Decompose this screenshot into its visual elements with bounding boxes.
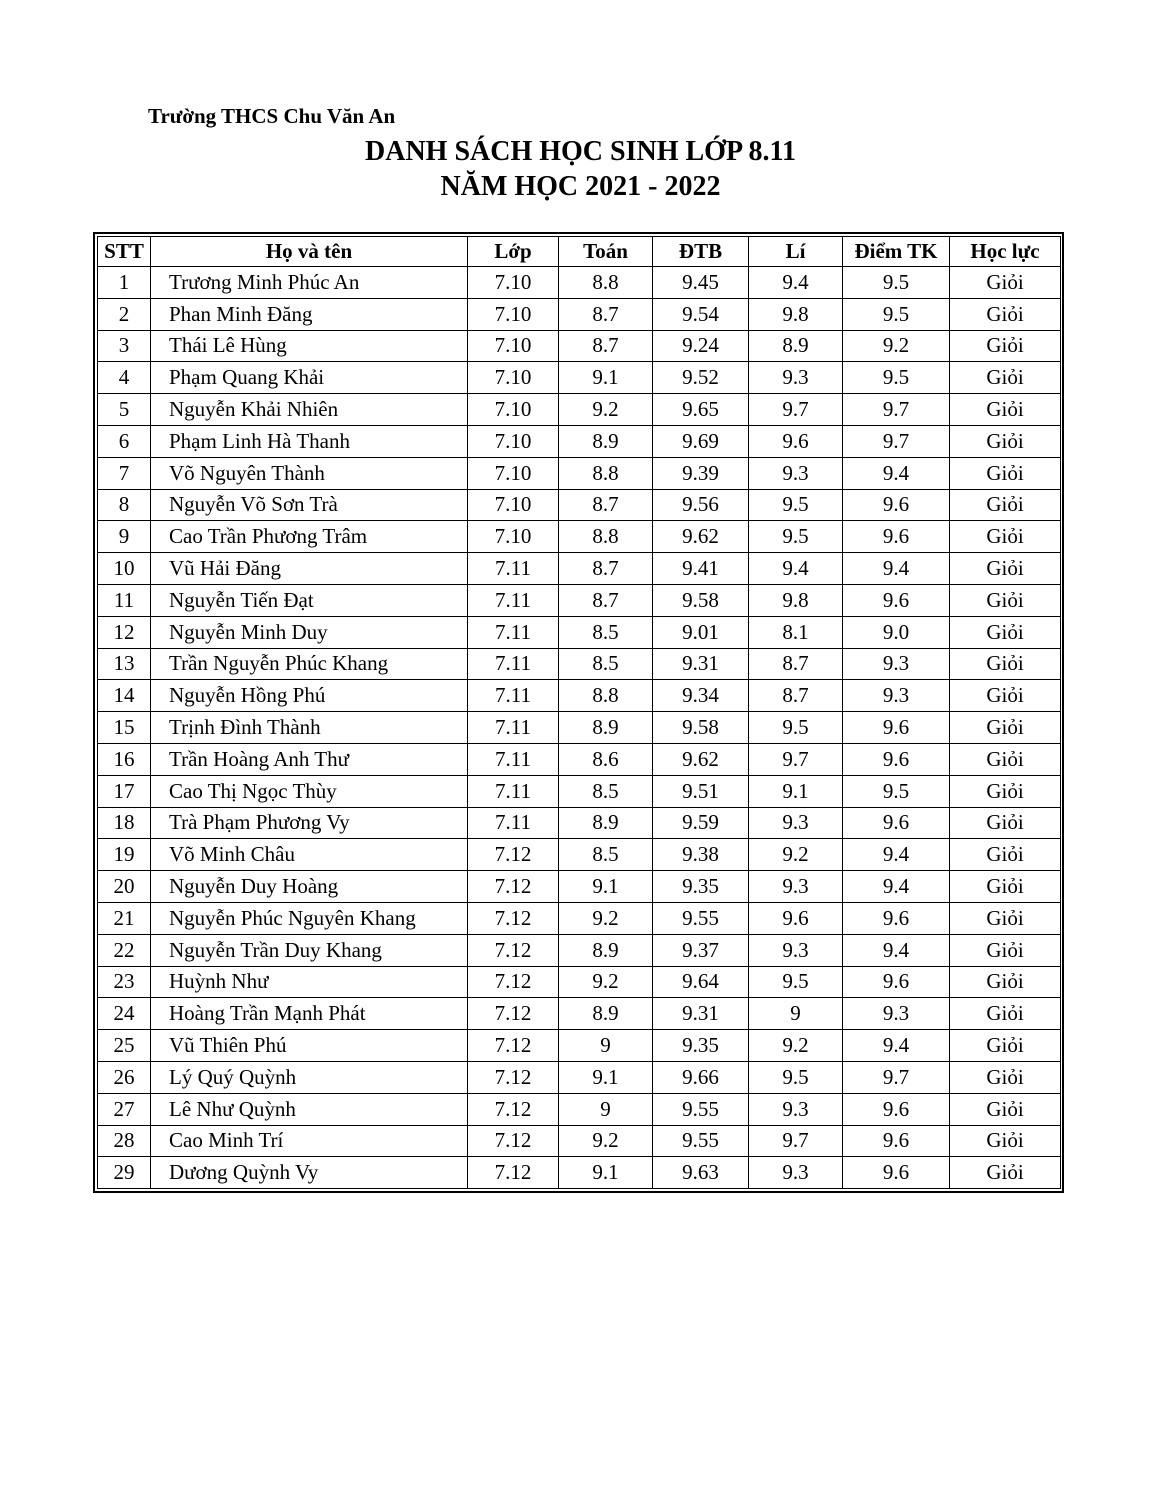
class-cell: 7.10	[468, 457, 559, 489]
table-row	[98, 394, 1061, 426]
class-cell: 7.12	[468, 966, 559, 998]
class-cell: 7.12	[468, 1061, 559, 1093]
class-cell: 7.12	[468, 902, 559, 934]
final-score-cell: 9.5	[843, 362, 950, 394]
name-cell: Trà Phạm Phương Vy	[151, 807, 468, 839]
stt-cell: 8	[98, 489, 151, 521]
physics-cell: 8.7	[749, 680, 843, 712]
class-cell: 7.10	[468, 267, 559, 299]
stt-cell: 12	[98, 616, 151, 648]
student-table-frame	[93, 232, 1064, 1193]
final-score-cell: 9.6	[843, 712, 950, 744]
math-cell: 8.8	[559, 267, 653, 299]
math-cell: 8.7	[559, 330, 653, 362]
average-cell: 9.41	[653, 553, 749, 585]
physics-cell: 9.7	[749, 394, 843, 426]
rank-cell: Giỏi	[950, 743, 1061, 775]
class-cell: 7.10	[468, 298, 559, 330]
physics-cell: 9.5	[749, 966, 843, 998]
column-header-final-score: Điểm TK	[843, 237, 950, 267]
stt-cell: 17	[98, 775, 151, 807]
math-cell: 9.2	[559, 902, 653, 934]
physics-cell: 9.4	[749, 267, 843, 299]
class-cell: 7.11	[468, 743, 559, 775]
rank-cell: Giỏi	[950, 489, 1061, 521]
rank-cell: Giỏi	[950, 616, 1061, 648]
final-score-cell: 9.6	[843, 489, 950, 521]
stt-cell: 9	[98, 521, 151, 553]
table-row	[98, 457, 1061, 489]
physics-cell: 9.5	[749, 521, 843, 553]
stt-cell: 24	[98, 998, 151, 1030]
class-cell: 7.10	[468, 330, 559, 362]
name-cell: Vũ Thiên Phú	[151, 1030, 468, 1062]
stt-cell: 25	[98, 1030, 151, 1062]
table-row	[98, 1030, 1061, 1062]
table-row	[98, 934, 1061, 966]
rank-cell: Giỏi	[950, 553, 1061, 585]
stt-cell: 22	[98, 934, 151, 966]
stt-cell: 2	[98, 298, 151, 330]
physics-cell: 9.1	[749, 775, 843, 807]
final-score-cell: 9.5	[843, 298, 950, 330]
final-score-cell: 9.2	[843, 330, 950, 362]
class-cell: 7.11	[468, 680, 559, 712]
class-cell: 7.10	[468, 362, 559, 394]
physics-cell: 9.2	[749, 1030, 843, 1062]
table-row	[98, 807, 1061, 839]
name-cell: Nguyễn Trần Duy Khang	[151, 934, 468, 966]
rank-cell: Giỏi	[950, 521, 1061, 553]
average-cell: 9.59	[653, 807, 749, 839]
name-cell: Trần Nguyễn Phúc Khang	[151, 648, 468, 680]
physics-cell: 9.2	[749, 839, 843, 871]
rank-cell: Giỏi	[950, 902, 1061, 934]
table-row	[98, 425, 1061, 457]
name-cell: Võ Nguyên Thành	[151, 457, 468, 489]
final-score-cell: 9.6	[843, 807, 950, 839]
class-cell: 7.12	[468, 871, 559, 903]
stt-cell: 6	[98, 425, 151, 457]
column-header-rank: Học lực	[950, 237, 1061, 267]
average-cell: 9.31	[653, 648, 749, 680]
name-cell: Trương Minh Phúc An	[151, 267, 468, 299]
student-table	[97, 236, 1061, 1189]
rank-cell: Giỏi	[950, 1093, 1061, 1125]
column-header-average: ĐTB	[653, 237, 749, 267]
math-cell: 9.2	[559, 394, 653, 426]
average-cell: 9.51	[653, 775, 749, 807]
average-cell: 9.55	[653, 1125, 749, 1157]
class-cell: 7.12	[468, 1030, 559, 1062]
class-cell: 7.12	[468, 1157, 559, 1189]
stt-cell: 18	[98, 807, 151, 839]
physics-cell: 9.3	[749, 1157, 843, 1189]
table-row	[98, 362, 1061, 394]
physics-cell: 9.3	[749, 934, 843, 966]
table-row	[98, 489, 1061, 521]
stt-cell: 1	[98, 267, 151, 299]
rank-cell: Giỏi	[950, 1061, 1061, 1093]
math-cell: 8.5	[559, 839, 653, 871]
table-row	[98, 648, 1061, 680]
stt-cell: 15	[98, 712, 151, 744]
table-row	[98, 521, 1061, 553]
table-header-row	[98, 237, 1061, 267]
name-cell: Nguyễn Khải Nhiên	[151, 394, 468, 426]
rank-cell: Giỏi	[950, 425, 1061, 457]
final-score-cell: 9.3	[843, 648, 950, 680]
name-cell: Nguyễn Tiến Đạt	[151, 584, 468, 616]
math-cell: 9.2	[559, 1125, 653, 1157]
math-cell: 9.2	[559, 966, 653, 998]
physics-cell: 9.6	[749, 902, 843, 934]
school-year: NĂM HỌC 2021 - 2022	[440, 171, 721, 202]
class-cell: 7.11	[468, 775, 559, 807]
average-cell: 9.62	[653, 521, 749, 553]
rank-cell: Giỏi	[950, 680, 1061, 712]
table-row	[98, 839, 1061, 871]
name-cell: Nguyễn Hồng Phú	[151, 680, 468, 712]
name-cell: Trịnh Đình Thành	[151, 712, 468, 744]
class-cell: 7.11	[468, 553, 559, 585]
stt-cell: 14	[98, 680, 151, 712]
average-cell: 9.35	[653, 1030, 749, 1062]
math-cell: 8.6	[559, 743, 653, 775]
average-cell: 9.69	[653, 425, 749, 457]
math-cell: 8.9	[559, 425, 653, 457]
class-cell: 7.11	[468, 712, 559, 744]
table-row	[98, 998, 1061, 1030]
average-cell: 9.52	[653, 362, 749, 394]
name-cell: Phạm Quang Khải	[151, 362, 468, 394]
final-score-cell: 9.7	[843, 1061, 950, 1093]
rank-cell: Giỏi	[950, 298, 1061, 330]
physics-cell: 9.7	[749, 1125, 843, 1157]
physics-cell: 9.5	[749, 1061, 843, 1093]
math-cell: 8.9	[559, 998, 653, 1030]
physics-cell: 9.8	[749, 584, 843, 616]
average-cell: 9.55	[653, 902, 749, 934]
rank-cell: Giỏi	[950, 362, 1061, 394]
class-cell: 7.12	[468, 839, 559, 871]
stt-cell: 13	[98, 648, 151, 680]
class-cell: 7.11	[468, 616, 559, 648]
school-name: Trường THCS Chu Văn An	[148, 104, 396, 128]
final-score-cell: 9.6	[843, 1125, 950, 1157]
math-cell: 8.8	[559, 457, 653, 489]
name-cell: Hoàng Trần Mạnh Phát	[151, 998, 468, 1030]
class-cell: 7.10	[468, 489, 559, 521]
physics-cell: 9.3	[749, 362, 843, 394]
name-cell: Lý Quý Quỳnh	[151, 1061, 468, 1093]
rank-cell: Giỏi	[950, 998, 1061, 1030]
final-score-cell: 9.5	[843, 775, 950, 807]
stt-cell: 4	[98, 362, 151, 394]
stt-cell: 27	[98, 1093, 151, 1125]
table-row	[98, 1157, 1061, 1189]
stt-cell: 16	[98, 743, 151, 775]
class-cell: 7.12	[468, 934, 559, 966]
physics-cell: 9.3	[749, 457, 843, 489]
stt-cell: 20	[98, 871, 151, 903]
math-cell: 8.5	[559, 775, 653, 807]
rank-cell: Giỏi	[950, 712, 1061, 744]
final-score-cell: 9.4	[843, 1030, 950, 1062]
table-row	[98, 584, 1061, 616]
average-cell: 9.58	[653, 712, 749, 744]
math-cell: 9.1	[559, 362, 653, 394]
stt-cell: 3	[98, 330, 151, 362]
name-cell: Nguyễn Minh Duy	[151, 616, 468, 648]
stt-cell: 10	[98, 553, 151, 585]
average-cell: 9.39	[653, 457, 749, 489]
class-cell: 7.11	[468, 584, 559, 616]
average-cell: 9.62	[653, 743, 749, 775]
final-score-cell: 9.6	[843, 743, 950, 775]
rank-cell: Giỏi	[950, 1125, 1061, 1157]
average-cell: 9.34	[653, 680, 749, 712]
rank-cell: Giỏi	[950, 871, 1061, 903]
stt-cell: 28	[98, 1125, 151, 1157]
stt-cell: 26	[98, 1061, 151, 1093]
table-row	[98, 1093, 1061, 1125]
final-score-cell: 9.6	[843, 1093, 950, 1125]
stt-cell: 11	[98, 584, 151, 616]
column-header-physics: Lí	[749, 237, 843, 267]
physics-cell: 9.6	[749, 425, 843, 457]
physics-cell: 9.3	[749, 807, 843, 839]
column-header-math: Toán	[559, 237, 653, 267]
table-row	[98, 267, 1061, 299]
name-cell: Trần Hoàng Anh Thư	[151, 743, 468, 775]
name-cell: Huỳnh Như	[151, 966, 468, 998]
class-cell: 7.12	[468, 1093, 559, 1125]
final-score-cell: 9.7	[843, 394, 950, 426]
table-row	[98, 680, 1061, 712]
physics-cell: 8.7	[749, 648, 843, 680]
final-score-cell: 9.4	[843, 457, 950, 489]
physics-cell: 9.3	[749, 871, 843, 903]
final-score-cell: 9.3	[843, 998, 950, 1030]
name-cell: Cao Thị Ngọc Thùy	[151, 775, 468, 807]
final-score-cell: 9.4	[843, 553, 950, 585]
final-score-cell: 9.7	[843, 425, 950, 457]
document-title: DANH SÁCH HỌC SINH LỚP 8.11	[365, 136, 796, 167]
math-cell: 8.7	[559, 298, 653, 330]
name-cell: Thái Lê Hùng	[151, 330, 468, 362]
rank-cell: Giỏi	[950, 839, 1061, 871]
stt-cell: 7	[98, 457, 151, 489]
average-cell: 9.65	[653, 394, 749, 426]
average-cell: 9.35	[653, 871, 749, 903]
math-cell: 9.1	[559, 871, 653, 903]
name-cell: Nguyễn Phúc Nguyên Khang	[151, 902, 468, 934]
physics-cell: 9	[749, 998, 843, 1030]
average-cell: 9.24	[653, 330, 749, 362]
table-row	[98, 712, 1061, 744]
physics-cell: 8.9	[749, 330, 843, 362]
average-cell: 9.55	[653, 1093, 749, 1125]
table-row	[98, 330, 1061, 362]
math-cell: 9.1	[559, 1061, 653, 1093]
math-cell: 8.9	[559, 934, 653, 966]
rank-cell: Giỏi	[950, 775, 1061, 807]
average-cell: 9.54	[653, 298, 749, 330]
table-row	[98, 775, 1061, 807]
rank-cell: Giỏi	[950, 966, 1061, 998]
final-score-cell: 9.4	[843, 839, 950, 871]
rank-cell: Giỏi	[950, 1157, 1061, 1189]
table-row	[98, 1061, 1061, 1093]
rank-cell: Giỏi	[950, 394, 1061, 426]
table-row	[98, 871, 1061, 903]
name-cell: Cao Minh Trí	[151, 1125, 468, 1157]
math-cell: 9	[559, 1030, 653, 1062]
name-cell: Phan Minh Đăng	[151, 298, 468, 330]
class-cell: 7.10	[468, 394, 559, 426]
average-cell: 9.66	[653, 1061, 749, 1093]
math-cell: 8.7	[559, 584, 653, 616]
class-cell: 7.11	[468, 807, 559, 839]
physics-cell: 9.5	[749, 712, 843, 744]
table-row	[98, 902, 1061, 934]
average-cell: 9.01	[653, 616, 749, 648]
final-score-cell: 9.6	[843, 521, 950, 553]
class-cell: 7.12	[468, 998, 559, 1030]
table-row	[98, 743, 1061, 775]
rank-cell: Giỏi	[950, 648, 1061, 680]
average-cell: 9.63	[653, 1157, 749, 1189]
average-cell: 9.64	[653, 966, 749, 998]
final-score-cell: 9.4	[843, 934, 950, 966]
final-score-cell: 9.3	[843, 680, 950, 712]
rank-cell: Giỏi	[950, 1030, 1061, 1062]
column-header-class: Lớp	[468, 237, 559, 267]
math-cell: 8.9	[559, 807, 653, 839]
class-cell: 7.11	[468, 648, 559, 680]
name-cell: Phạm Linh Hà Thanh	[151, 425, 468, 457]
final-score-cell: 9.6	[843, 584, 950, 616]
table-body	[98, 267, 1061, 1189]
average-cell: 9.58	[653, 584, 749, 616]
average-cell: 9.45	[653, 267, 749, 299]
name-cell: Nguyễn Võ Sơn Trà	[151, 489, 468, 521]
rank-cell: Giỏi	[950, 457, 1061, 489]
stt-cell: 23	[98, 966, 151, 998]
class-cell: 7.10	[468, 425, 559, 457]
physics-cell: 9.4	[749, 553, 843, 585]
math-cell: 9.1	[559, 1157, 653, 1189]
stt-cell: 21	[98, 902, 151, 934]
stt-cell: 19	[98, 839, 151, 871]
average-cell: 9.56	[653, 489, 749, 521]
column-header-stt: STT	[98, 237, 151, 267]
name-cell: Nguyễn Duy Hoàng	[151, 871, 468, 903]
final-score-cell: 9.6	[843, 966, 950, 998]
name-cell: Lê Như Quỳnh	[151, 1093, 468, 1125]
physics-cell: 8.1	[749, 616, 843, 648]
rank-cell: Giỏi	[950, 934, 1061, 966]
rank-cell: Giỏi	[950, 807, 1061, 839]
name-cell: Dương Quỳnh Vy	[151, 1157, 468, 1189]
class-cell: 7.12	[468, 1125, 559, 1157]
final-score-cell: 9.5	[843, 267, 950, 299]
math-cell: 8.7	[559, 553, 653, 585]
math-cell: 8.8	[559, 521, 653, 553]
table-row	[98, 616, 1061, 648]
math-cell: 8.5	[559, 616, 653, 648]
rank-cell: Giỏi	[950, 267, 1061, 299]
final-score-cell: 9.6	[843, 902, 950, 934]
math-cell: 8.7	[559, 489, 653, 521]
math-cell: 9	[559, 1093, 653, 1125]
math-cell: 8.8	[559, 680, 653, 712]
math-cell: 8.9	[559, 712, 653, 744]
final-score-cell: 9.0	[843, 616, 950, 648]
physics-cell: 9.5	[749, 489, 843, 521]
column-header-name: Họ và tên	[151, 237, 468, 267]
rank-cell: Giỏi	[950, 584, 1061, 616]
table-row	[98, 966, 1061, 998]
rank-cell: Giỏi	[950, 330, 1061, 362]
average-cell: 9.31	[653, 998, 749, 1030]
average-cell: 9.38	[653, 839, 749, 871]
average-cell: 9.37	[653, 934, 749, 966]
final-score-cell: 9.4	[843, 871, 950, 903]
name-cell: Cao Trần Phương Trâm	[151, 521, 468, 553]
table-row	[98, 298, 1061, 330]
name-cell: Võ Minh Châu	[151, 839, 468, 871]
physics-cell: 9.7	[749, 743, 843, 775]
name-cell: Vũ Hải Đăng	[151, 553, 468, 585]
table-row	[98, 553, 1061, 585]
final-score-cell: 9.6	[843, 1157, 950, 1189]
table-row	[98, 1125, 1061, 1157]
stt-cell: 5	[98, 394, 151, 426]
stt-cell: 29	[98, 1157, 151, 1189]
math-cell: 8.5	[559, 648, 653, 680]
physics-cell: 9.3	[749, 1093, 843, 1125]
physics-cell: 9.8	[749, 298, 843, 330]
class-cell: 7.10	[468, 521, 559, 553]
